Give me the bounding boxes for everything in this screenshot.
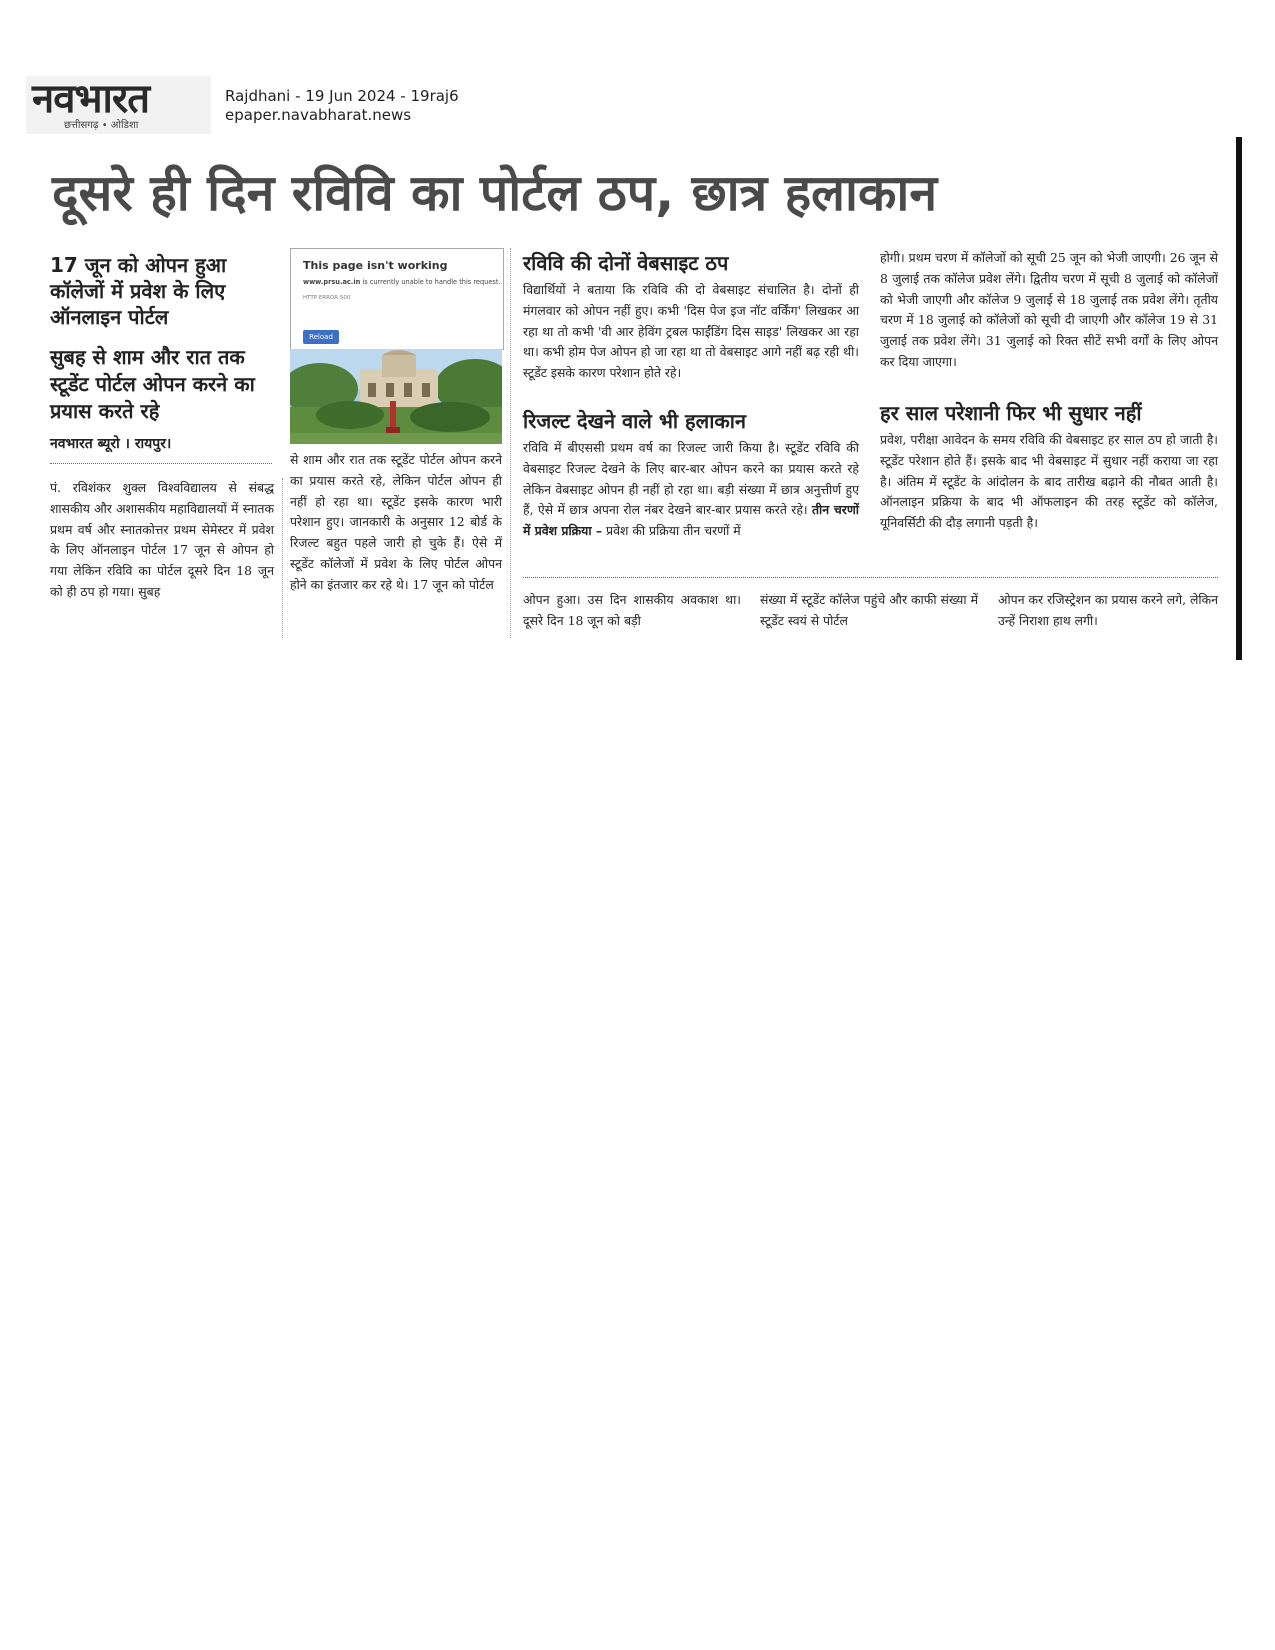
- subheadline-1: 17 जून को ओपन हुआ कॉलेजों में प्रवेश के लिए ऑनलाइन पोर्टल: [50, 253, 227, 329]
- reload-button: Reload: [303, 330, 339, 344]
- column-4-text: होगी। प्रथम चरण में कॉलेजों को सूची 25 जून को भेजी जाएगी। 26 जून से 8 जुलाई तक कॉलेज प्रवेश लेंगे। द्वितीय चरण में सूची 8 जुलाई को कॉलेजों को भेजी जाएगी और कॉलेज 9 जुलाई से 18 जुलाई तक प्रवेश लेंगे। तृतीय चरण में 18 जुलाई को कॉलेजों को सूची दी जाएगी और कॉलेज 19 से 31 जुलाई तक प्रवेश लेंगे। 31 जुलाई को रिक्त सीटें सभी वर्गों के लिए ओपन कर दिया जाएगा।: [880, 250, 1218, 369]
- section-heading-websites-down: रविवि की दोनों वेबसाइट ठप: [523, 251, 729, 275]
- byline-divider: [50, 463, 272, 464]
- bottom-divider: [523, 577, 1218, 578]
- error-message-text: is currently unable to handle this request.: [360, 278, 501, 286]
- section-heading-yearly-trouble: हर साल परेशानी फिर भी सुधार नहीं: [880, 401, 1142, 425]
- page-title: दूसरे ही दिन रविवि का पोर्टल ठप, छात्र हलाकान: [52, 164, 938, 222]
- error-page-message: [303, 278, 501, 286]
- column-1-text: पं. रविशंकर शुक्ल विश्वविद्यालय से संबद्ध शासकीय और अशासकीय महाविद्यालयों में स्नातक प्रथम वर्ष और स्नातकोत्तर प्रथम सेमेस्टर में प्रवेश के लिए ऑनलाइन पोर्टल 17 जून से ओपन हो गया लेकिन रविवि का पोर्टल दूसरे दिन 18 जून को ही ठप हो गया। सुबह: [50, 480, 274, 599]
- error-screenshot: [290, 248, 504, 350]
- masthead-logo: [26, 76, 211, 134]
- three-phase-text: प्रवेश की प्रक्रिया तीन चरणों में: [606, 523, 741, 539]
- section-text-yearly-trouble: प्रवेश, परीक्षा आवेदन के समय रविवि की वेबसाइट हर साल ठप हो जाती है। स्टूडेंट परेशान होते हैं। इसके बाद भी वेबसाइट में सुधार नहीं कराया जा रहा है। अंतिम में स्टूडेंट के आंदोलन के बाद तारीख बढ़ाने की नौबत आती है। ऑनलाइन प्रक्रिया के बाद भी ऑफलाइन की तरह स्टूडेंट को कॉलेज, यूनिवर्सिटी की दौड़ लगानी पड़ती है।: [880, 432, 1218, 531]
- subheadline-2: सुबह से शाम और रात तक स्टूडेंट पोर्टल ओपन करने का प्रयास करते रहे: [50, 345, 255, 423]
- section-heading-result-seekers: रिजल्ट देखने वाले भी हलाकान: [523, 409, 747, 433]
- column-divider: [282, 478, 283, 638]
- section-text-websites-down: विद्यार्थियों ने बताया कि रविवि की दो वेबसाइट संचालित है। दोनों ही मंगलवार को ओपन नहीं हुए। कभी 'दिस पेज इज नॉट वर्किंग' लिखकर आ रहा था तो कभी 'वी आर हेविंग ट्रबल फाईंडिंग दिस साइड' लिखकर आ रहा था। कभी होम पेज ओपन हो जा रहा था तो वेबसाइट आगे नहीं बढ़ रही थी। स्टूडेंट इसके कारण परेशान होते रहे।: [523, 282, 859, 381]
- logo-subtitle: छत्तीसगढ़ • ओडिशा: [64, 120, 139, 131]
- epaper-site: epaper.navabharat.news: [225, 106, 412, 124]
- column-divider: [510, 248, 511, 638]
- bottom-column-1-text: ओपन हुआ। उस दिन शासकीय अवकाश था। दूसरे दिन 18 जून को बड़ी: [523, 592, 741, 628]
- right-border-rule: [1236, 137, 1242, 660]
- logo-text: नवभारत: [32, 75, 150, 122]
- error-domain: www.prsu.ac.in: [303, 278, 361, 286]
- byline: नवभारत ब्यूरो । रायपुर।: [50, 436, 172, 452]
- university-building-photo: [290, 349, 502, 444]
- bottom-column-2-text: संख्या में स्टूडेंट कॉलेज पहुंचे और काफी संख्या में स्टूडेंट स्वयं से पोर्टल: [760, 592, 978, 628]
- three-phase-lead-in: तीन चरणों में प्रवेश प्रक्रिया –: [523, 502, 859, 539]
- building-image: [290, 349, 502, 444]
- edition-info: Rajdhani - 19 Jun 2024 - 19raj6: [225, 87, 459, 105]
- section-text-result-seekers: [523, 438, 859, 542]
- column-2-text: से शाम और रात तक स्टूडेंट पोर्टल ओपन करने का प्रयास करते रहे, लेकिन पोर्टल ओपन ही नहीं हो रहा था। स्टूडेंट इसके कारण भारी परेशान हुए। जानकारी के अनुसार 12 बोर्ड के रिजल्ट बहुत पहले जारी हो चुके हैं। ऐसे में स्टूडेंट कॉलेजों में प्रवेश के लिए पोर्टल ओपन होने का इंतजार कर रहे थे। 17 जून को पोर्टल: [290, 452, 502, 592]
- result-seekers-text: रविवि में बीएससी प्रथम वर्ष का रिजल्ट जारी किया है। स्टूडेंट रविवि की वेबसाइट रिजल्ट देखने के लिए बार-बार ओपन करने का प्रयास करते रहे लेकिन वेबसाइट ओपन ही नहीं हो रहा था। बड़ी संख्या में छात्र अनुत्तीर्ण हुए हैं, ऐसे में छात्र अपना रोल नंबर देखने बार-बार प्रयास करते रहे।: [523, 440, 859, 518]
- error-page-title: This page isn't working: [303, 259, 448, 272]
- bottom-column-3-text: ओपन कर रजिस्ट्रेशन का प्रयास करने लगे, लेकिन उन्हें निराशा हाथ लगी।: [998, 592, 1218, 628]
- http-error-code: HTTP ERROR 500: [303, 295, 351, 301]
